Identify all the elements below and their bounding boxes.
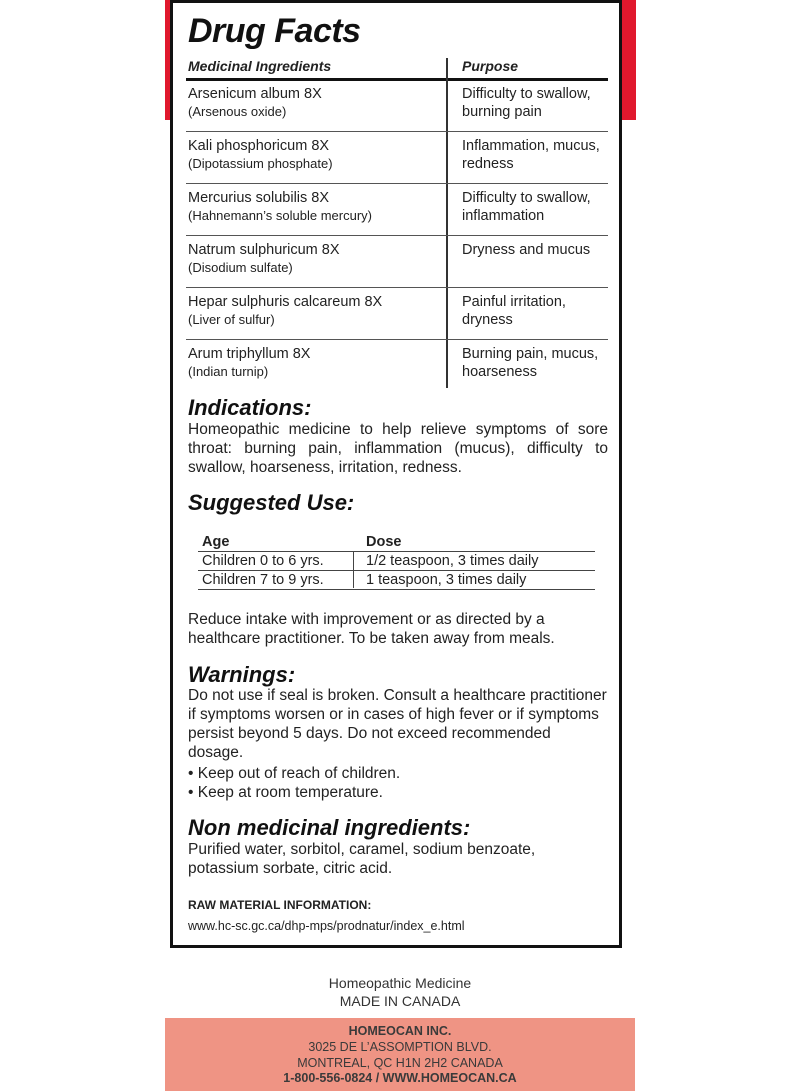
non-medicinal-text: Purified water, sorbitol, caramel, sodium benzoate, potassium sorbate, citric acid. <box>188 841 536 877</box>
dose-amount: 1/2 teaspoon, 3 times daily <box>366 553 539 569</box>
ingredient-purpose: Dryness and mucus <box>462 242 591 258</box>
ingredient-source: (Hahnemann’s soluble mercury) <box>188 208 373 223</box>
footer-homeopathic: Homeopathic Medicine <box>328 975 472 991</box>
ingredients-header: Medicinal Ingredients <box>188 58 332 74</box>
ingredient-purpose: Inflammation, mucus, <box>462 138 600 154</box>
ingredient-source: (Liver of sulfur) <box>188 312 275 327</box>
ingredient-name: Mercurius solubilis 8X <box>188 190 330 206</box>
dose-age: Children 7 to 9 yrs. <box>202 572 324 588</box>
footer-made-in: MADE IN CANADA <box>339 993 461 1009</box>
table-row <box>186 288 608 340</box>
company-address-city: MONTREAL, QC H1N 2H2 CANADA <box>297 1056 503 1070</box>
ingredient-name: Arum triphyllum 8X <box>188 346 311 362</box>
page-title: Drug Facts <box>188 12 361 50</box>
red-accent-right <box>622 0 636 120</box>
dose-age: Children 0 to 6 yrs. <box>202 553 324 569</box>
ingredient-name: Hepar sulphuris calcareum 8X <box>188 294 383 310</box>
ingredient-source: (Disodium sulfate) <box>188 260 293 275</box>
dose-table-rule <box>198 570 595 571</box>
ingredient-source: (Arsenous oxide) <box>188 104 287 119</box>
company-name: HOMEOCAN INC. <box>348 1024 452 1038</box>
ingredient-source: (Indian turnip) <box>188 364 269 379</box>
purpose-header: Purpose <box>462 58 519 74</box>
indications-heading: Indications: <box>188 395 312 420</box>
ingredient-purpose: Difficulty to swallow, <box>462 190 591 206</box>
ingredient-purpose-cont: burning pain <box>462 104 542 120</box>
ingredient-purpose-cont: hoarseness <box>462 364 537 380</box>
ingredient-purpose: Painful irritation, <box>462 294 566 310</box>
company-address-street: 3025 DE L’ASSOMPTION BLVD. <box>308 1040 492 1054</box>
ingredient-purpose-cont: inflammation <box>462 208 545 224</box>
table-row <box>186 80 608 132</box>
suggested-use-note: Reduce intake with improvement or as directed by a healthcare practitioner. To be taken away from meals. <box>188 611 555 647</box>
table-row <box>186 184 608 236</box>
table-row <box>186 340 608 392</box>
warning-bullet: • Keep out of reach of children. <box>188 765 401 782</box>
ingredient-name: Natrum sulphuricum 8X <box>188 242 340 258</box>
warnings-heading: Warnings: <box>188 662 296 687</box>
non-medicinal-heading: Non medicinal ingredients: <box>188 815 471 840</box>
company-contact: 1-800-556-0824 / WWW.HOMEOCAN.CA <box>283 1071 517 1085</box>
ingredient-source: (Dipotassium phosphate) <box>188 156 333 171</box>
dose-amount: 1 teaspoon, 3 times daily <box>366 572 527 588</box>
ingredient-purpose: Burning pain, mucus, <box>462 346 599 362</box>
raw-material-url: www.hc-sc.gc.ca/dhp-mps/prodnatur/index_e.html <box>188 919 465 933</box>
warning-bullet: • Keep at room temperature. <box>188 784 383 801</box>
ingredient-name: Arsenicum album 8X <box>188 86 322 102</box>
dose-table-age-header: Age <box>202 534 230 550</box>
dose-table-dose-header: Dose <box>366 534 402 550</box>
suggested-use-heading: Suggested Use: <box>188 490 355 515</box>
table-row <box>186 236 608 288</box>
raw-material-heading: RAW MATERIAL INFORMATION: <box>188 898 372 912</box>
ingredient-purpose-cont: dryness <box>462 312 513 328</box>
table-row <box>186 132 608 184</box>
ingredient-purpose: Difficulty to swallow, <box>462 86 591 102</box>
indications-text: Homeopathic medicine to help relieve symptoms of sore throat: burning pain, inflammation (mucus), difficulty to swallow, hoarseness, irritation, redness. <box>188 421 608 476</box>
warnings-text: Do not use if seal is broken. Consult a healthcare practitioner if symptoms worsen or in cases of high fever or if symptoms persist beyond 5 days. Do not exceed recommended dosage. <box>188 687 607 761</box>
dose-table-rule <box>198 551 595 552</box>
ingredient-name: Kali phosphoricum 8X <box>188 138 330 154</box>
ingredient-purpose-cont: redness <box>462 156 514 172</box>
dose-table-rule <box>198 589 595 590</box>
